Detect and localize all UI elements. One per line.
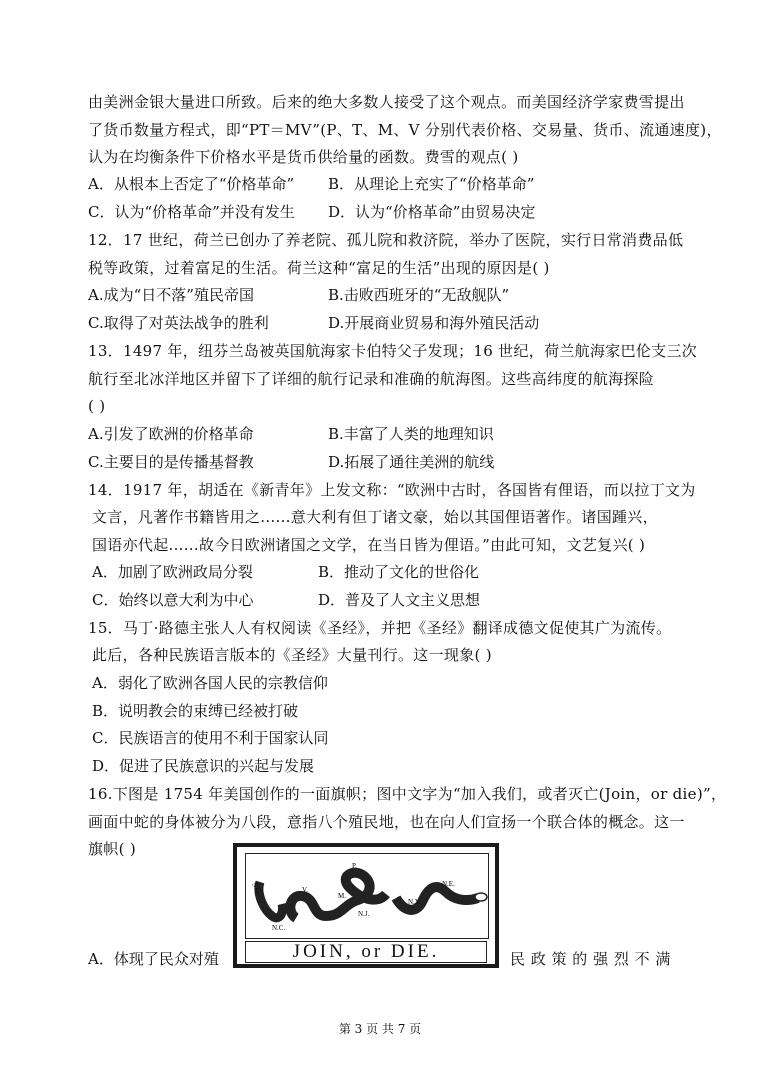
question-13-text: 航行至北冰洋地区并留下了详细的航行记录和准确的航海图。这些高纬度的航海探险 — [88, 370, 655, 388]
option-c: C.主要目的是传播基督教 — [88, 453, 254, 471]
option-d: D.开展商业贸易和海外殖民活动 — [328, 314, 540, 332]
segment-label: N.Y. — [408, 898, 421, 906]
option-b: B．从理论上充实了“价格革命” — [328, 175, 535, 193]
segment-label: M. — [338, 892, 346, 900]
segment-label: S.C. — [250, 881, 264, 896]
segment-label: N.E. — [442, 880, 455, 888]
join-or-die-flag — [233, 843, 499, 968]
option-a: A.引发了欧洲的价格革命 — [88, 425, 254, 443]
question-15-text: 15．马丁·路德主张人人有权阅读《圣经》，并把《圣经》翻译成德文促使其广为流传。 — [88, 619, 672, 637]
question-15-text: 此后，各种民族语言版本的《圣经》大量刊行。这一现象( ) — [92, 646, 492, 664]
text-line: 认为在均衡条件下价格水平是货币供给量的函数。费雪的观点( ) — [88, 148, 519, 166]
text-line: 由美洲金银大量进口所致。后来的绝大多数人接受了这个观点。而美国经济学家费雪提出 — [88, 93, 685, 111]
option-c: C.取得了对英法战争的胜利 — [88, 314, 269, 332]
option-a: A.成为“日不落”殖民帝国 — [88, 286, 254, 304]
option-c: C．民族语言的使用不利于国家认同 — [92, 729, 329, 747]
option-a: A．加剧了欧洲政局分裂 — [92, 563, 253, 581]
option-b: B.丰富了人类的地理知识 — [328, 425, 494, 443]
question-12-text: 12．17 世纪，荷兰已创办了养老院、孤儿院和救济院，举办了医院，实行日常消费品低 — [88, 231, 684, 249]
question-12-text: 税等政策，过着富足的生活。荷兰这种“富足的生活”出现的原因是( ) — [88, 259, 550, 277]
option-a-right: 民 政 策 的 强 烈 不 满 — [510, 950, 671, 968]
option-d: D．普及了人文主义思想 — [318, 591, 481, 609]
option-d: D．认为“价格革命”由贸易决定 — [328, 203, 536, 221]
question-13-text: 13．1497 年，纽芬兰岛被英国航海家卡伯特父子发现；16 世纪，荷兰航海家巴伦支三次 — [88, 342, 698, 360]
segment-label: N.J. — [358, 910, 370, 918]
option-d: D.拓展了通往美洲的航线 — [328, 453, 495, 471]
flag-caption: JOIN, or DIE. — [245, 941, 487, 963]
text-line: 了货币数量方程式，即“PT＝MV”(P、T、M、V 分别代表价格、交易量、货币、流通速度)， — [88, 121, 722, 139]
question-16-text: 画面中蛇的身体被分为八段，意指八个殖民地，也在向人们宣扬一个联合体的概念。这一 — [88, 813, 685, 831]
question-14-text: 国语亦代起......故今日欧洲诸国之文学，在当日皆为俚语。”由此可知，文艺复兴( ) — [92, 536, 646, 554]
option-c: C．认为“价格革命”并没有发生 — [88, 203, 295, 221]
option-a-left: A．体现了民众对殖 — [88, 950, 219, 968]
snake-illustration — [245, 853, 489, 939]
segment-label: N.C. — [272, 924, 286, 932]
option-a: A．弱化了欧洲各国人民的宗教信仰 — [92, 674, 328, 692]
question-16-text: 16.下图是 1754 年美国创作的一面旗帜；图中文字为“加入我们，或者灭亡(Join，or die)”， — [88, 785, 727, 803]
snake-icon — [246, 854, 488, 938]
question-14-text: 文言，凡著作书籍皆用之......意大利有但丁诸文豪，始以其国俚语著作。诸国踵兴， — [92, 508, 658, 526]
option-d: D．促进了民族意识的兴起与发展 — [92, 757, 315, 775]
option-a: A．从根本上否定了“价格革命” — [88, 175, 295, 193]
question-14-text: 14．1917 年，胡适在《新青年》上发文称：“欧洲中古时，各国皆有俚语，而以拉丁文为 — [88, 481, 696, 499]
segment-label: V. — [302, 886, 308, 894]
question-13-text: ( ) — [88, 397, 106, 415]
segment-label: P. — [352, 862, 357, 870]
option-b: B．说明教会的束缚已经被打破 — [92, 702, 299, 720]
question-16-text: 旗帜( ) — [88, 840, 136, 858]
page-footer: 第 3 页 共 7 页 — [338, 1022, 422, 1036]
option-b: B．推动了文化的世俗化 — [318, 563, 480, 581]
option-c: C．始终以意大利为中心 — [92, 591, 254, 609]
option-b: B.击败西班牙的“无敌舰队” — [328, 286, 510, 304]
